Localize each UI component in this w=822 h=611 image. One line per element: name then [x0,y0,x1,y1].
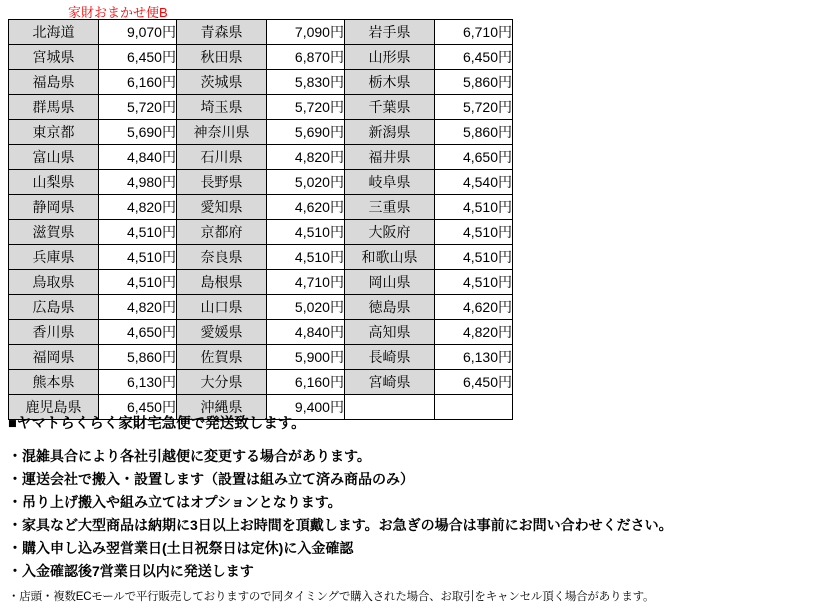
prefecture-cell: 秋田県 [176,45,266,70]
prefecture-cell: 宮城県 [9,45,99,70]
prefecture-cell: 徳島県 [344,295,434,320]
fee-cell: 4,510円 [435,195,513,220]
prefecture-cell: 長野県 [176,170,266,195]
fee-cell: 4,510円 [435,270,513,295]
fee-cell: 4,510円 [267,245,345,270]
fee-cell: 5,860円 [435,70,513,95]
fee-cell: 4,510円 [267,220,345,245]
fee-cell: 4,650円 [99,320,177,345]
prefecture-cell: 埼玉県 [176,95,266,120]
fee-cell: 6,450円 [435,45,513,70]
fee-cell: 6,450円 [435,370,513,395]
prefecture-cell: 岐阜県 [344,170,434,195]
note-line: ・家具など大型商品は納期に3日以上お時間を頂戴します。お急ぎの場合は事前にお問い合わせください。 [8,517,673,533]
fee-cell: 4,510円 [99,270,177,295]
fee-cell: 6,450円 [99,395,177,420]
table-row [9,20,513,45]
prefecture-cell: 愛知県 [176,195,266,220]
fee-cell: 5,690円 [267,120,345,145]
fee-cell: 4,980円 [99,170,177,195]
fee-cell: 4,820円 [267,145,345,170]
prefecture-cell: 鳥取県 [9,270,99,295]
fee-cell: 4,510円 [99,245,177,270]
table-row [9,295,513,320]
prefecture-cell: 愛媛県 [176,320,266,345]
table-row [9,70,513,95]
fee-cell: 4,510円 [99,220,177,245]
table-row [9,195,513,220]
prefecture-cell: 福岡県 [9,345,99,370]
fee-cell: 7,090円 [267,20,345,45]
fee-cell: 4,840円 [99,145,177,170]
fee-cell: 4,840円 [267,320,345,345]
note-line: ・購入申し込み翌営業日(土日祝祭日は定休)に入金確認 [8,540,354,556]
fee-cell: 6,130円 [435,345,513,370]
prefecture-cell: 福井県 [344,145,434,170]
fee-cell: 6,710円 [435,20,513,45]
notes-list [8,447,808,581]
table-row [9,345,513,370]
table-row [9,220,513,245]
fee-cell: 5,900円 [267,345,345,370]
prefecture-cell: 千葉県 [344,95,434,120]
page-title: 家財おまかせ便B [68,5,168,20]
prefecture-cell: 宮崎県 [344,370,434,395]
prefecture-cell: 京都府 [176,220,266,245]
prefecture-cell: 鹿児島県 [9,395,99,420]
prefecture-cell: 青森県 [176,20,266,45]
fee-cell: 5,020円 [267,170,345,195]
fee-cell: 5,860円 [99,345,177,370]
prefecture-cell: 長崎県 [344,345,434,370]
prefecture-cell: 山口県 [176,295,266,320]
table-row [9,245,513,270]
prefecture-cell: 島根県 [176,270,266,295]
table-body [9,20,513,420]
prefecture-cell: 栃木県 [344,70,434,95]
prefecture-cell: 高知県 [344,320,434,345]
prefecture-cell: 沖縄県 [176,395,266,420]
table-row [9,170,513,195]
fee-cell: 4,650円 [435,145,513,170]
prefecture-cell: 神奈川県 [176,120,266,145]
table-row [9,370,513,395]
table-row [9,270,513,295]
notes-section [8,412,808,611]
fee-cell: 6,450円 [99,45,177,70]
note-line: ・入金確認後7営業日以内に発送します [8,563,254,579]
prefecture-cell: 石川県 [176,145,266,170]
fee-cell: 5,720円 [435,95,513,120]
fee-cell: 6,870円 [267,45,345,70]
prefecture-cell: 岩手県 [344,20,434,45]
table-row [9,95,513,120]
fee-cell: 5,020円 [267,295,345,320]
fee-cell: 9,070円 [99,20,177,45]
fee-cell: 4,820円 [99,195,177,220]
prefecture-cell: 北海道 [9,20,99,45]
prefecture-cell: 福島県 [9,70,99,95]
prefecture-cell: 香川県 [9,320,99,345]
table-row [9,120,513,145]
prefecture-cell: 滋賀県 [9,220,99,245]
fee-cell: 5,690円 [99,120,177,145]
fee-cell: 5,860円 [435,120,513,145]
fee-cell: 4,710円 [267,270,345,295]
prefecture-cell: 兵庫県 [9,245,99,270]
prefecture-cell: 熊本県 [9,370,99,395]
notes-small-print: ・店頭・複数ECモールで平行販売しておりますので同タイミングで購入された場合、お取引をキャンセル頂く場合があります。 [8,591,655,603]
fee-cell: 4,510円 [435,220,513,245]
prefecture-cell: 和歌山県 [344,245,434,270]
prefecture-cell: 佐賀県 [176,345,266,370]
prefecture-cell: 群馬県 [9,95,99,120]
prefecture-cell: 茨城県 [176,70,266,95]
prefecture-cell: 大分県 [176,370,266,395]
prefecture-cell: 三重県 [344,195,434,220]
fee-cell: 4,510円 [435,245,513,270]
prefecture-cell: 東京都 [9,120,99,145]
fee-cell: 4,620円 [267,195,345,220]
table-row [9,320,513,345]
fee-cell: 4,820円 [435,320,513,345]
fee-cell: 6,130円 [99,370,177,395]
fee-cell: 5,720円 [267,95,345,120]
prefecture-cell: 岡山県 [344,270,434,295]
prefecture-cell: 静岡県 [9,195,99,220]
prefecture-cell: 奈良県 [176,245,266,270]
shipping-fee-table [8,19,513,420]
prefecture-cell: 山形県 [344,45,434,70]
prefecture-cell: 富山県 [9,145,99,170]
note-line: ・運送会社で搬入・設置します（設置は組み立て済み商品のみ） [8,471,414,487]
note-line: ・吊り上げ搬入や組み立てはオプションとなります。 [8,494,342,510]
note-line: ・混雑具合により各社引越便に変更する場合があります。 [8,448,371,464]
notes-heading: ■ヤマトらくらく家財宅急便で発送致します。 [8,416,306,432]
prefecture-cell: 広島県 [9,295,99,320]
prefecture-cell: 新潟県 [344,120,434,145]
prefecture-cell: 山梨県 [9,170,99,195]
fee-cell: 4,620円 [435,295,513,320]
fee-cell: 5,830円 [267,70,345,95]
fee-cell: 6,160円 [99,70,177,95]
table-row [9,145,513,170]
fee-cell: 9,400円 [267,395,345,420]
fee-cell: 4,540円 [435,170,513,195]
table-row [9,45,513,70]
fee-cell: 4,820円 [99,295,177,320]
fee-cell: 6,160円 [267,370,345,395]
prefecture-cell: 大阪府 [344,220,434,245]
fee-cell: 5,720円 [99,95,177,120]
